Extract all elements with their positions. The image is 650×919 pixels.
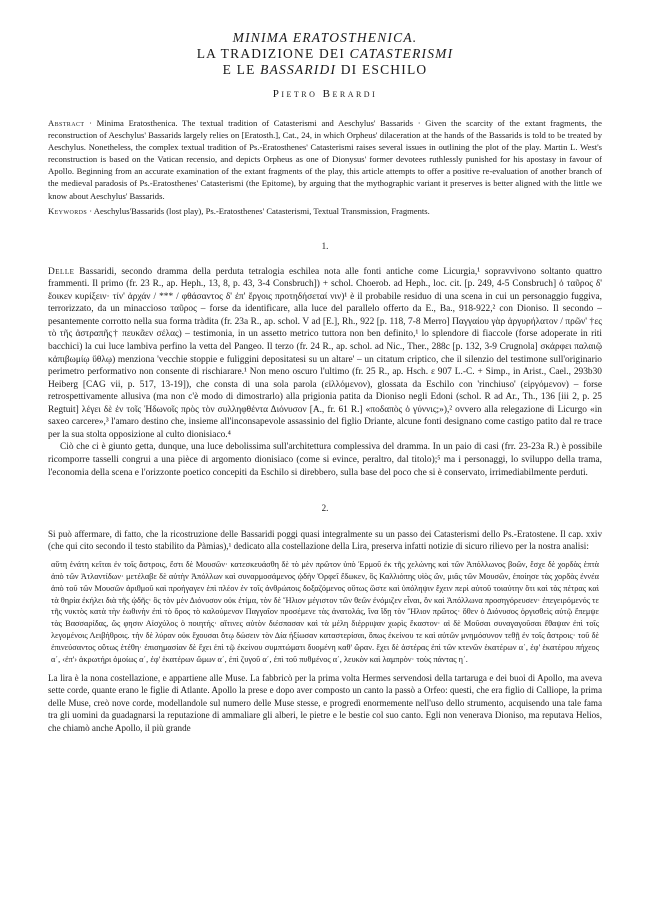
section-2-paragraph-1: Si può affermare, di fatto, che la ricostruzione delle Bassaridi poggi quasi integralmente su un passo dei Catasterismi dello Ps.-Eratostene. Il cap. xxiv (che qui cito secondo il testo stabilito da Pàmias),¹ dedicato alla costellazione della Lira, preserva infatti notizie di sicuro rilievo per la nostra analisi:: [48, 529, 602, 552]
abstract-label: Abstract: [48, 118, 85, 128]
keywords-text: · Aeschylus'Bassarids (lost play), Ps.-Eratosthenes' Catasterismi, Textual Transmission, Fragments.: [87, 205, 430, 216]
title-line-2-b: CATASTERISMI: [349, 46, 454, 61]
title-line-2: [48, 46, 602, 62]
author-name: Pietro Berardi: [272, 88, 378, 100]
section-1-lead-word: Delle: [48, 266, 75, 277]
title-line-1: MINIMA ERATOSTHENICA.: [232, 30, 418, 45]
title-line-2-a: LA TRADIZIONE DEI: [196, 46, 350, 61]
title-line-3-c: DI ESCHILO: [336, 62, 428, 77]
abstract: [48, 117, 602, 202]
title-line-3-b: BASSARIDI: [260, 62, 337, 77]
section-1-paragraph-1-text: Bassaridi, secondo dramma della perduta tetralogia eschilea nota alle fonti antiche come Licurgia,¹ sopravvivono soltanto quattro frammenti. Il primo (fr. 23 R., ap. Heph., 13, 8, p. 43, 3-4 Consbruch]) + schol. Choerob. ad Heph., loc. cit. [p. 249, 4-5 Consbruch] ὁ ταῦρος δ' ἔοικεν κυρίξειν· τίν' ἀρχάν / *** / φθάσαντος δ' ἐπ' ἔργοις προτηδήσεταί νιν)¹ è il probabile residuo di una scena in cui un personaggio fuggiva, terrorizzato, da un minaccioso ταῦρος – forse da identificare, alla luce del parallelo offerto da E., Ba., 918-922,² con Dioniso. Il secondo – pesantemente corrotto nella sua forma tràdita (fr. 23a R., ap. schol. V ad [E.], Rh., 922 [p. 118, 7-8 Merro] Παγγαίου γὰρ ἀργυρήλατον / πρῶν' †ες τὸ τῆς ἀστραπῆς† πευκᾶεν σέλας) – testimonia, in un assetto metrico tuttora non ben definito,¹ lo splendore di fiaccole (forse adoperate in riti bacchici) la cui luce lambiva perfino la vetta del Pangeo. Il terzo (fr. 24 R., ap. schol. ad Nic., Ther., 288c [p. 132, 3-9 Crugnola] σκάρφει παλαιῷ κἀπιβωμίῳ ὕθλῳ) menziona 'vecchie stoppie e fuliggini depositatesi su un altare' – un citatum criptico, che il silenzio del testimone sull'originario perimetro performativo non consente di rischiarare.¹ Non meno oscuro l'ultimo (fr. 25 R., ap. Hsch. ε 907 L.-C. + Simp., in Arist., Cael., 293b30 Heiberg [CAG vii, p. 517, 13-19]), che consta di una sola parola (εἰλλόμενον), glossata da Eschilo con 'rinchiuso' (εἰργόμενον) – forse retrospettivamente allusiva (ma non c'è modo di dimostrarlo) alla prigionia patita da Dioniso negli Edoni (schol. R ad Ar., Th., 136 [iii 2, p. 25 Regtuit] λέγει δὲ ἐν τοῖς Ἠδωνοῖς πρὸς τὸν συλληφθέντα Διόνυσον [A., fr. 61 R.] «ποδαπὸς ὁ γύννις;»),² ovvero alla relegazione di Licurgo «in saxeo carcere»,³ l'amaro destino che, insieme all'inconsapevole assassinio del figlio Driante, alcune fonti designano come castigo patito dal re trace per la sua stolta opposizione al culto dionisiaco.⁴: [48, 266, 602, 440]
greek-quotation: αὕτη ἐνάτη κεῖται ἐν τοῖς ἄστροις, ἔστι δὲ Μουσῶν· κατεσκευάσθη δὲ τὸ μὲν πρῶτον ὑπὸ Ἑρμοῦ ἐκ τῆς χελώνης καὶ τῶν Ἀπόλλωνος βοῶν, ἔσχε δὲ χορδὰς ἑπτὰ ἀπὸ τῶν Ἀτλαντίδων· μετέλαβε δὲ αὐτὴν Ἀπόλλων καὶ συναρμοσάμενος ᾠδὴν Ὀρφεῖ ἔδωκεν, ὃς Καλλιόπης υἱὸς ὤν, μιᾶς τῶν Μουσῶν, ἐποίησε τὰς χορδὰς ἐννέα ἀπὸ τοῦ τῶν Μουσῶν ἀριθμοῦ καὶ προήγαγεν ἐπὶ πλέον ἐν τοῖς ἀνθρώποις δοξαζόμενος οὕτως ὥστε καὶ ὑπόληψιν ἔχειν περὶ αὐτοῦ τοιαύτην ὅτι καὶ τὰς πέτρας καὶ τὰ θηρία ἐκήλει διὰ τῆς ᾠδῆς· ὃς τὸν μὲν Διόνυσον οὐκ ἐτίμα, τὸν δὲ Ἥλιον μέγιστον τῶν θεῶν ἐνόμιζεν εἶναι, ὃν καὶ Ἀπόλλωνα προσηγόρευσεν· ἐπεγειρόμενός τε τῆς νυκτὸς κατὰ τὴν ἑωθινὴν ἐπὶ τὸ ὄρος τὸ καλούμενον Παγγαῖον προσέμενε τὰς ἀνατολάς, ἵνα ἴδῃ τὸν Ἥλιον πρῶτος· ὅθεν ὁ Διόνυσος ὀργισθεὶς αὐτῷ ἔπεμψε τὰς Βασσαρίδας, ὥς φησιν Αἰσχύλος ὁ ποιητής· αἵτινες αὐτὸν διέσπασαν καὶ τὰ μέλη διέρριψαν χωρὶς ἕκαστον· αἱ δὲ Μοῦσαι συναγαγοῦσαι ἔθαψαν ἐπὶ τοῖς λεγομένοις Λειβήθροις. τὴν δὲ λύραν οὐκ ἔχουσαι ὅτῳ δώσειν τὸν Δία ἠξίωσαν καταστερίσαι, ὅπως ἐκείνου τε καὶ αὐτῶν μνημόσυνον τεθῇ ἐν τοῖς ἄστροις· τοῦ δὲ ἐπινεύσαντος οὕτως ἐτέθη· ἐπισημασίαν δὲ ἔχει ἐπὶ τῷ ἐκείνου συμπτώματι δυομένη καθ' ὥραν. ἔχει δὲ ἀστέρας ἐπὶ τῶν κτενῶν ἑκατέρων α΄, ἐφ' ἑκατέρου πήχεος α΄, ‹ἐπ'› ἀκρωτήρι ὁμοίως α΄, ἐφ' ἑκατέρων ὤμων α΄, ἐπὶ ζυγοῦ α΄, ἐπὶ τοῦ πυθμένος α΄, λευκὸν καὶ λαμπρὸν· τοὺς πάντας η΄.: [51, 559, 599, 665]
title-line-3-a: E LE: [222, 62, 261, 77]
section-1-paragraph-1: [48, 266, 602, 442]
title-line-3: [48, 62, 602, 78]
title-block: [48, 30, 602, 101]
section-1-number: 1.: [321, 240, 329, 251]
keywords-label: Keywords: [48, 205, 88, 216]
keywords: [48, 205, 602, 217]
section-2-number: 2.: [321, 503, 329, 514]
section-1-paragraph-2: Ciò che ci è giunto getta, dunque, una luce debolissima sull'architettura complessiva del dramma. In un paio di casi (frr. 23-23a R.) è possibile ricomporre tasselli congrui a una pièce di argomento dionisiaco (come si evince, peraltro, dal titolo);⁵ ma i personaggi, lo sviluppo della trama, l'economia della scena e l'orizzonte poetico concepiti da Eschilo si direbbero, sulla base del poco che si è conservato, irrimediabilmente perduti.: [48, 442, 602, 478]
section-2-translation: La lira è la nona costellazione, e appartiene alle Muse. La fabbricò per la prima volta Hermes servendosi della tartaruga e dei buoi di Apollo, ma aveva sette corde, quante erano le figlie di Atlante. Apollo la prese e dopo aver composto un canto la passò a Orfeo: questi, che era figlio di Calliope, la prima delle Muse, creò nove corde, modellandole sul numero delle Muse stesse, e progredì enormemente nell'uso dello strumento, acquisendo una tale fama tra gli uomini da guadagnarsi la reputazione di ammaliare gli alberi, le pietre e le bestie col suo canto. Egli non venerava Dioniso, ma reputava Helios, che chiamò anche Apollo, il più grande: [48, 673, 602, 733]
abstract-text: · Minima Eratosthenica. The textual tradition of Catasterismi and Aeschylus' Bassarids · Given the scarcity of the extant fragments, the reconstruction of Aeschylus' Bassarids largely relies on [Eratosth.], Cat., 24, in which Orpheus' dilaceration at the hands of the Bassarids is told to be treated by Aeschylus. Nonetheless, the complex textual tradition of Ps.-Eratosthenes' Catasterismi raises several issues in outlining the plot of the play. Martin L. West's reconstruction is based on the Vatican recensio, and depicts Orpheus as one of Dionysus' former devotees ruthlessly punished for his apostasy in favour of Apollo. Beginning from an accurate examination of the extant fragments of the play, this article attempts to offer a positive re-evaluation of another branch of the medieval paradosis of Ps.-Eratosthenes' Catasterismi (the Epitome), by arguing that the mythographic variant it preserves is better aligned with the little we know about Aeschylus' Bassarids.: [48, 118, 602, 201]
